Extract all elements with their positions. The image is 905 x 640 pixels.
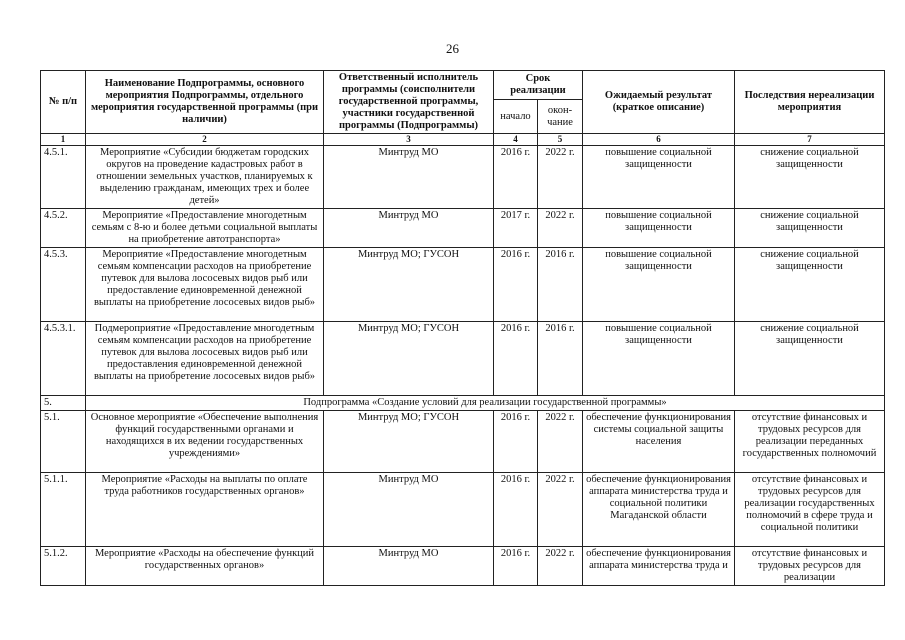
subprogram-row [41, 396, 885, 411]
row-name: Мероприятие «Расходы на выплаты по оплате труда работников государственных органов» [86, 473, 324, 547]
row-responsible: Минтруд МО [324, 547, 494, 586]
row-consequences: снижение социальной защищенности [735, 209, 885, 248]
header-consequences: Последствия нереализации мероприятия [735, 71, 885, 134]
row-name: Основное мероприятие «Обеспечение выполнения функций государственными органами и находящихся в их ведении государственных учреждениями» [86, 411, 324, 473]
row-consequences: снижение социальной защищенности [735, 322, 885, 396]
header-row [41, 71, 885, 100]
subprogram-title: Подпрограмма «Создание условий для реализации государственной программы» [86, 396, 885, 411]
subprogram-no: 5. [41, 396, 86, 411]
row-start: 2016 г. [494, 146, 538, 209]
row-result: обеспечение функционирования аппарата министерства труда и [583, 547, 735, 586]
row-end: 2016 г. [538, 248, 583, 322]
row-responsible: Минтруд МО [324, 146, 494, 209]
row-responsible: Минтруд МО [324, 473, 494, 547]
table-row [41, 209, 885, 248]
row-consequences: отсутствие финансовых и трудовых ресурсов для реализации государственных полномочий в сфере труда и социальной политики [735, 473, 885, 547]
row-result: повышение социальной защищенности [583, 322, 735, 396]
row-responsible: Минтруд МО; ГУСОН [324, 322, 494, 396]
row-responsible: Минтруд МО [324, 209, 494, 248]
page-number: 26 [446, 41, 459, 56]
row-start: 2016 г. [494, 411, 538, 473]
row-start: 2016 г. [494, 547, 538, 586]
column-numbers-row [41, 134, 885, 146]
row-name: Мероприятие «Предоставление многодетным семьям с 8-ю и более детьми социальной выплаты на приобретение автотранспорта» [86, 209, 324, 248]
row-start: 2016 г. [494, 322, 538, 396]
row-end: 2022 г. [538, 146, 583, 209]
row-responsible: Минтруд МО; ГУСОН [324, 411, 494, 473]
row-no: 4.5.3. [41, 248, 86, 322]
table-row [41, 248, 885, 322]
row-no: 5.1.1. [41, 473, 86, 547]
column-number: 1 [41, 134, 86, 146]
row-no: 4.5.3.1. [41, 322, 86, 396]
row-end: 2022 г. [538, 411, 583, 473]
column-number: 5 [538, 134, 583, 146]
row-start: 2016 г. [494, 248, 538, 322]
header-term: Срок реализации [494, 71, 583, 100]
row-no: 4.5.2. [41, 209, 86, 248]
row-result: обеспечение функционирования системы социальной защиты населения [583, 411, 735, 473]
column-number: 4 [494, 134, 538, 146]
row-start: 2017 г. [494, 209, 538, 248]
column-number: 6 [583, 134, 735, 146]
column-number: 7 [735, 134, 885, 146]
row-consequences: снижение социальной защищенности [735, 146, 885, 209]
row-no: 5.1.2. [41, 547, 86, 586]
table-row [41, 411, 885, 473]
row-name: Мероприятие «Субсидии бюджетам городских округов на проведение кадастровых работ в отношении земельных участков, планируемых к выделению гражданам, имеющих трех и более детей» [86, 146, 324, 209]
row-no: 5.1. [41, 411, 86, 473]
table-row [41, 473, 885, 547]
row-result: повышение социальной защищенности [583, 209, 735, 248]
header-start: начало [494, 100, 538, 134]
row-result: повышение социальной защищенности [583, 146, 735, 209]
header-responsible: Ответственный исполнитель программы (соисполнители государственной программы, участники государственной программы (Подпрограммы) [324, 71, 494, 134]
header-result: Ожидаемый результат (краткое описание) [583, 71, 735, 134]
row-end: 2022 г. [538, 209, 583, 248]
row-end: 2016 г. [538, 322, 583, 396]
row-consequences: снижение социальной защищенности [735, 248, 885, 322]
row-no: 4.5.1. [41, 146, 86, 209]
table-row [41, 146, 885, 209]
row-name: Мероприятие «Предоставление многодетным семьям компенсации расходов на приобретение путевок для вылова лососевых видов рыб или предоставление единовременной денежной выплаты на приобретение лососевых видов рыб» [86, 248, 324, 322]
table-row [41, 547, 885, 586]
row-end: 2022 г. [538, 547, 583, 586]
column-number: 2 [86, 134, 324, 146]
row-name: Подмероприятие «Предоставление многодетным семьям компенсации расходов на приобретение путевок для вылова лососевых видов рыб или предоставления единовременной денежной выплаты на приобретение лососевых видов рыб» [86, 322, 324, 396]
row-consequences: отсутствие финансовых и трудовых ресурсов для реализации переданных государственных полномочий [735, 411, 885, 473]
row-responsible: Минтруд МО; ГУСОН [324, 248, 494, 322]
header-no: № п/п [41, 71, 86, 134]
row-consequences: отсутствие финансовых и трудовых ресурсов для реализации [735, 547, 885, 586]
table-row [41, 322, 885, 396]
row-name: Мероприятие «Расходы на обеспечение функций государственных органов» [86, 547, 324, 586]
row-result: обеспечение функционирования аппарата министерства труда и социальной политики Магаданской области [583, 473, 735, 547]
header-end: окон-чание [538, 100, 583, 134]
row-result: повышение социальной защищенности [583, 248, 735, 322]
row-end: 2022 г. [538, 473, 583, 547]
column-number: 3 [324, 134, 494, 146]
header-name: Наименование Подпрограммы, основного мероприятия Подпрограммы, отдельного мероприятия государственной программы (при наличии) [86, 71, 324, 134]
measures-table [40, 70, 885, 586]
row-start: 2016 г. [494, 473, 538, 547]
